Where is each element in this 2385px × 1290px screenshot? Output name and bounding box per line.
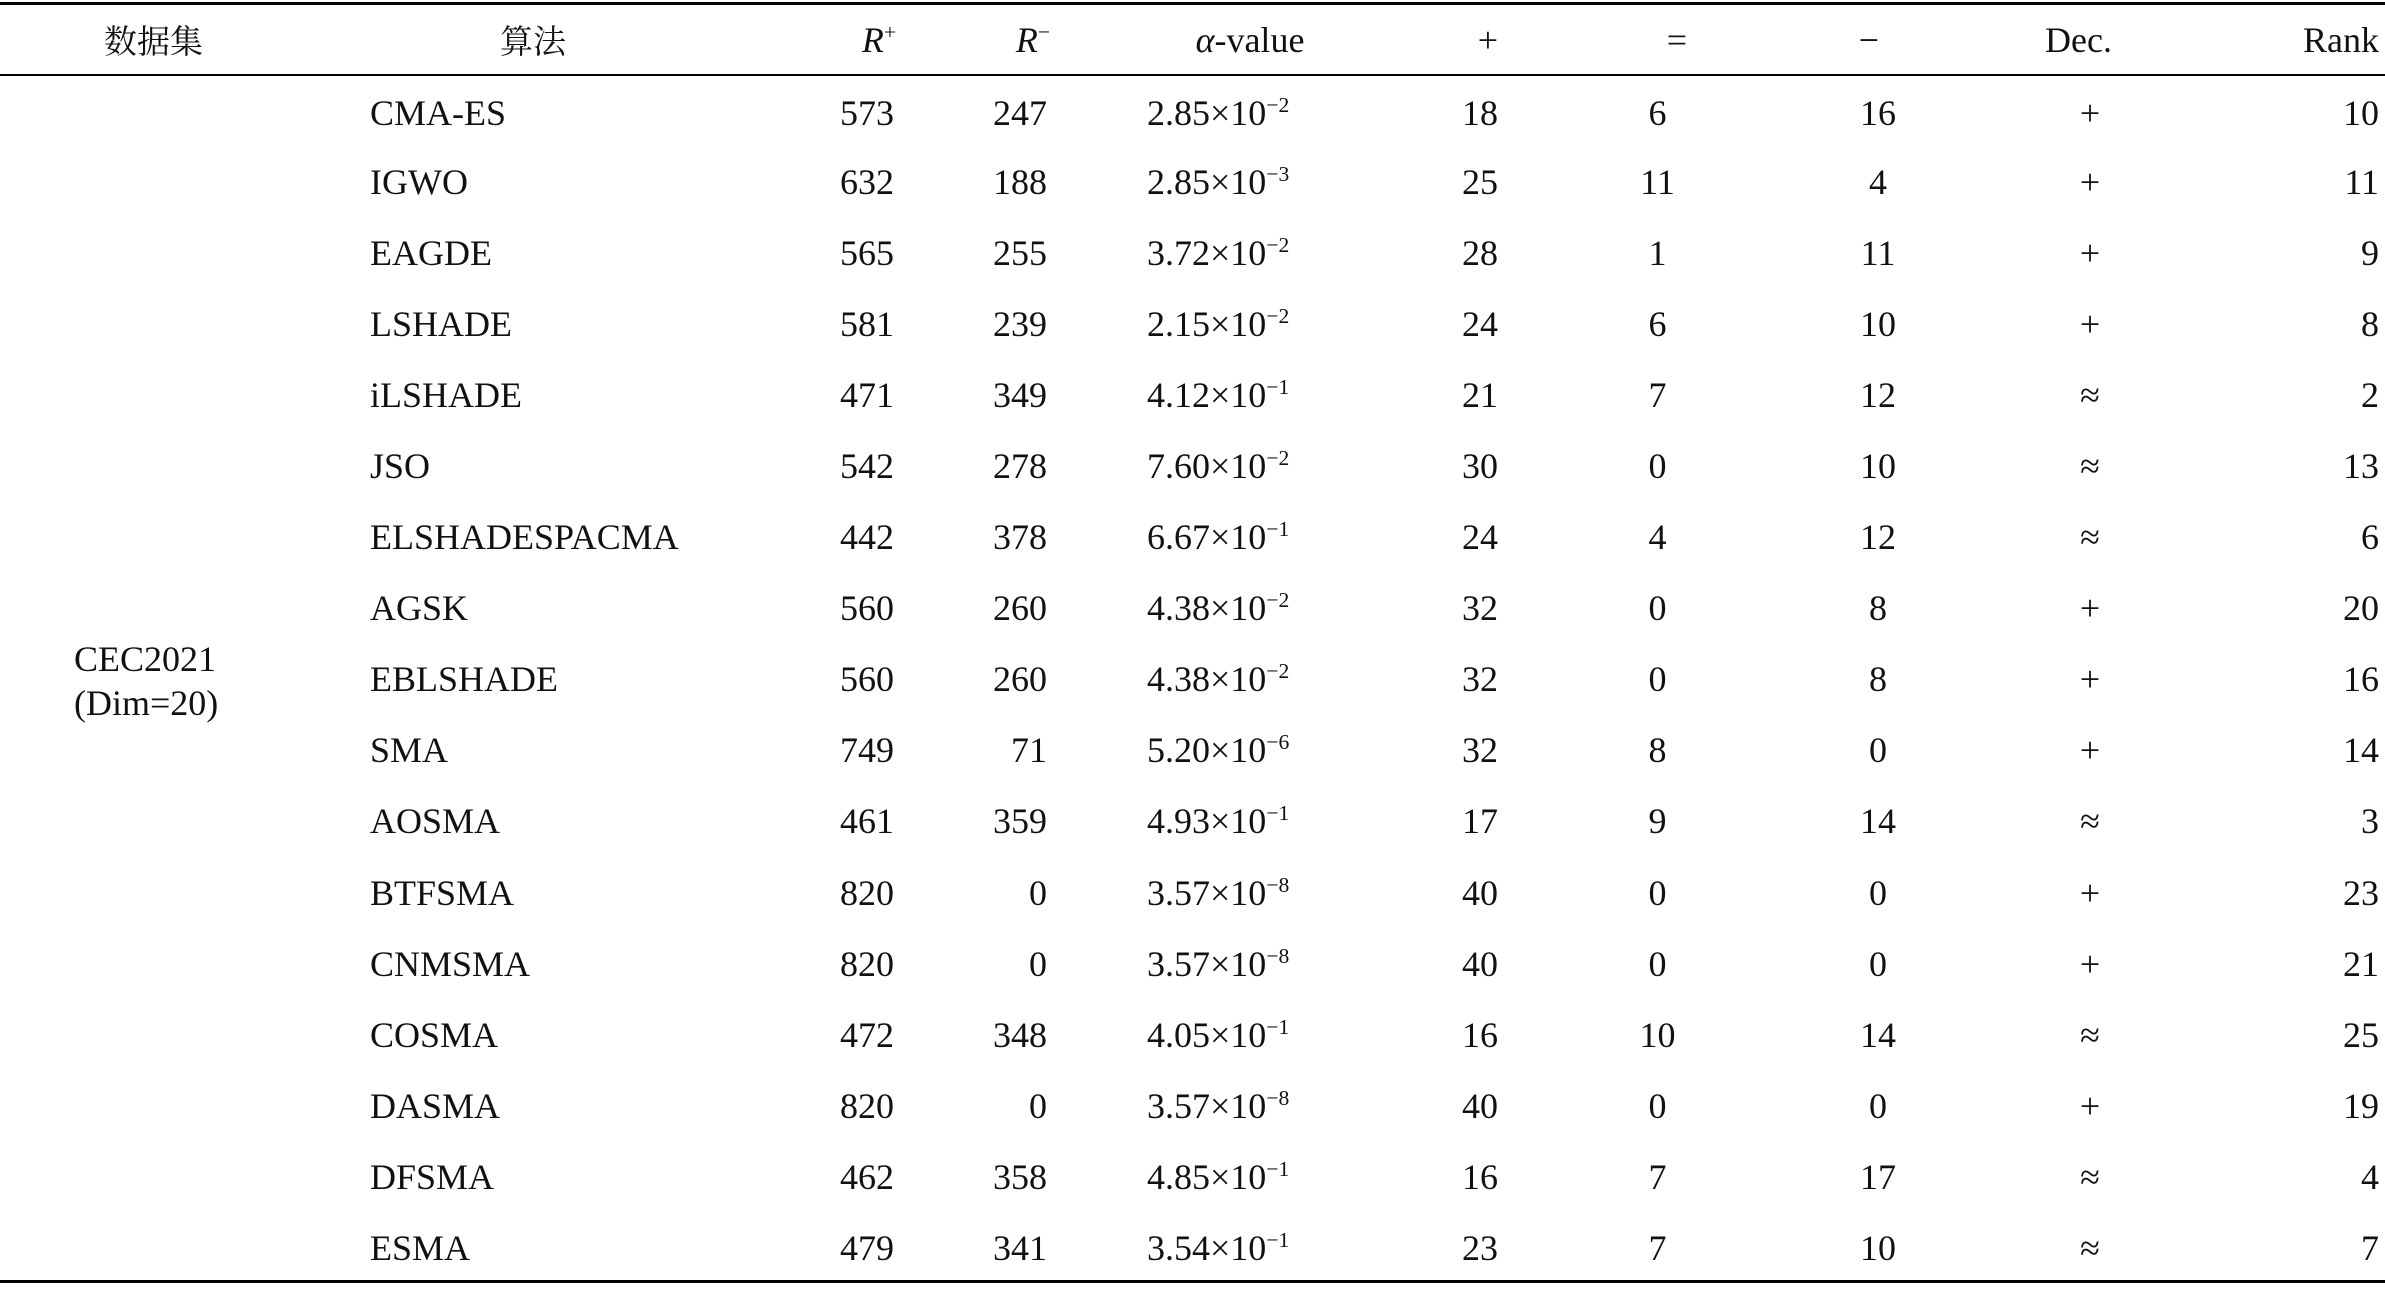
minus-count-cell: 12 <box>1860 517 1896 558</box>
r-plus-cell: 573 <box>840 92 894 133</box>
rank-cell: 21 <box>2343 943 2379 984</box>
algorithm-cell: CMA-ES <box>370 92 507 133</box>
alpha-value-cell <box>1120 502 1360 573</box>
minus-count-cell: 10 <box>1860 1228 1896 1269</box>
plus-count-cell: 28 <box>1462 232 1498 273</box>
equal-count-cell: 6 <box>1648 303 1667 344</box>
minus-count-cell: 8 <box>1869 588 1887 629</box>
header-equal: = <box>1666 19 1687 60</box>
minus-count-cell: 12 <box>1860 374 1896 415</box>
equal-count-cell: 8 <box>1648 730 1667 771</box>
r-minus-cell: 239 <box>993 303 1047 344</box>
minus-count-cell: 10 <box>1860 303 1896 344</box>
alpha-mantissa: 7.60×10 <box>1147 446 1267 487</box>
alpha-exponent: −2 <box>1266 588 1290 613</box>
rank-cell: 8 <box>2361 303 2379 344</box>
algorithm-cell: EBLSHADE <box>370 659 558 700</box>
alpha-mantissa: 2.85×10 <box>1147 161 1267 202</box>
algorithm-cell: ELSHADESPACMA <box>370 517 679 558</box>
alpha-mantissa: 3.57×10 <box>1147 943 1267 984</box>
algorithm-cell: AOSMA <box>370 801 501 842</box>
rank-cell: 20 <box>2343 588 2379 629</box>
table-row <box>0 715 2385 786</box>
dataset-cell <box>0 75 300 1284</box>
decision-cell: + <box>2079 588 2101 629</box>
plus-count-cell: 40 <box>1462 1085 1498 1126</box>
minus-count-cell: 0 <box>1869 872 1887 913</box>
equal-count-cell: 0 <box>1648 943 1667 984</box>
minus-count-cell: 16 <box>1860 92 1896 133</box>
rank-cell: 3 <box>2361 801 2379 842</box>
r-minus-cell: 260 <box>993 588 1047 629</box>
equal-count-cell: 0 <box>1648 1085 1667 1126</box>
algorithm-cell: DASMA <box>370 1085 501 1126</box>
alpha-value-cell <box>1120 1141 1360 1212</box>
rank-cell: 23 <box>2343 872 2379 913</box>
r-minus-cell: 247 <box>993 92 1047 133</box>
r-plus-cell: 749 <box>840 730 894 771</box>
algorithm-cell: EAGDE <box>370 232 492 273</box>
equal-count-cell: 7 <box>1648 374 1667 415</box>
rank-cell: 7 <box>2361 1228 2379 1269</box>
alpha-mantissa: 6.67×10 <box>1147 517 1267 558</box>
results-table <box>0 4 2385 1284</box>
r-plus-cell: 442 <box>840 517 894 558</box>
decision-cell: ≈ <box>2080 517 2100 558</box>
alpha-mantissa: 4.38×10 <box>1147 588 1267 629</box>
header-r-plus <box>760 4 920 75</box>
plus-count-cell: 40 <box>1462 943 1498 984</box>
alpha-value-cell <box>1120 786 1360 857</box>
alpha-value-cell <box>1120 146 1360 217</box>
alpha-mantissa: 4.93×10 <box>1147 801 1267 842</box>
alpha-mantissa: 3.54×10 <box>1147 1228 1267 1269</box>
plus-count-cell: 23 <box>1462 1228 1498 1269</box>
equal-count-cell: 9 <box>1648 801 1667 842</box>
minus-count-cell: 0 <box>1869 943 1887 984</box>
r-minus-cell: 278 <box>993 446 1047 487</box>
algorithm-cell: DFSMA <box>370 1156 495 1197</box>
alpha-exponent: −2 <box>1266 92 1290 117</box>
rank-cell: 9 <box>2361 232 2379 273</box>
rank-cell: 11 <box>2344 161 2379 202</box>
dataset-name: CEC2021 <box>74 639 217 680</box>
rank-cell: 4 <box>2361 1156 2379 1197</box>
plus-count-cell: 32 <box>1462 659 1498 700</box>
decision-cell: + <box>2079 872 2101 913</box>
r-minus-cell: 359 <box>993 801 1047 842</box>
minus-count-cell: 4 <box>1869 161 1887 202</box>
r-plus-cell: 820 <box>840 1085 894 1126</box>
alpha-mantissa: 3.72×10 <box>1147 232 1267 273</box>
table-row <box>0 999 2385 1070</box>
alpha-mantissa: 4.38×10 <box>1147 659 1267 700</box>
alpha-value-cell <box>1120 857 1360 928</box>
alpha-mantissa: 4.85×10 <box>1147 1156 1267 1197</box>
minus-count-cell: 8 <box>1869 659 1887 700</box>
decision-cell: + <box>2079 232 2101 273</box>
equal-count-cell: 10 <box>1639 1014 1676 1055</box>
alpha-exponent: −2 <box>1266 659 1290 684</box>
rank-cell: 19 <box>2343 1085 2379 1126</box>
alpha-exponent: −1 <box>1266 801 1290 826</box>
rank-cell: 25 <box>2343 1014 2379 1055</box>
equal-count-cell: 0 <box>1648 872 1667 913</box>
alpha-exponent: −1 <box>1266 1228 1290 1253</box>
alpha-exponent: −1 <box>1266 1156 1290 1181</box>
table-row <box>0 75 2385 146</box>
header-r-plus-sup: + <box>883 19 896 44</box>
header-row <box>0 4 2385 75</box>
r-plus-cell: 820 <box>840 872 894 913</box>
decision-cell: ≈ <box>2080 801 2100 842</box>
alpha-value-cell <box>1120 359 1360 430</box>
minus-count-cell: 14 <box>1860 801 1896 842</box>
header-r-minus-sup: − <box>1037 19 1050 44</box>
alpha-value-cell <box>1120 928 1360 999</box>
table-row <box>0 502 2385 573</box>
alpha-exponent: −1 <box>1266 1014 1290 1039</box>
alpha-value-cell <box>1120 1213 1360 1284</box>
plus-count-cell: 18 <box>1462 92 1498 133</box>
algorithm-cell: BTFSMA <box>370 872 515 913</box>
algorithm-cell: CNMSMA <box>370 943 531 984</box>
decision-cell: ≈ <box>2080 374 2100 415</box>
r-plus-cell: 479 <box>840 1228 894 1269</box>
equal-count-cell: 0 <box>1648 446 1667 487</box>
rank-cell: 13 <box>2343 446 2379 487</box>
plus-count-cell: 16 <box>1462 1014 1498 1055</box>
header-r-minus <box>920 4 1120 75</box>
alpha-mantissa: 5.20×10 <box>1147 730 1267 771</box>
table-row <box>0 217 2385 288</box>
minus-count-cell: 0 <box>1869 1085 1887 1126</box>
plus-count-cell: 24 <box>1462 517 1498 558</box>
header-rank: Rank <box>2303 19 2379 60</box>
decision-cell: + <box>2079 943 2101 984</box>
header-minus: − <box>1858 19 1879 60</box>
equal-count-cell: 11 <box>1640 161 1675 202</box>
algorithm-cell: LSHADE <box>370 303 512 344</box>
header-alpha-symbol: α <box>1195 19 1215 60</box>
decision-cell: ≈ <box>2080 1014 2100 1055</box>
r-plus-cell: 820 <box>840 943 894 984</box>
alpha-mantissa: 2.85×10 <box>1147 92 1267 133</box>
rank-cell: 16 <box>2343 659 2379 700</box>
algorithm-cell: JSO <box>370 446 431 487</box>
plus-count-cell: 32 <box>1462 588 1498 629</box>
minus-count-cell: 10 <box>1860 446 1896 487</box>
header-algorithm: 算法 <box>500 22 566 61</box>
decision-cell: + <box>2079 1085 2101 1126</box>
equal-count-cell: 1 <box>1648 232 1667 273</box>
r-plus-cell: 560 <box>840 659 894 700</box>
table-row <box>0 786 2385 857</box>
alpha-exponent: −8 <box>1266 872 1290 897</box>
alpha-exponent: −2 <box>1266 446 1290 471</box>
minus-count-cell: 14 <box>1860 1014 1896 1055</box>
equal-count-cell: 4 <box>1648 517 1667 558</box>
minus-count-cell: 0 <box>1869 730 1887 771</box>
r-plus-cell: 461 <box>840 801 894 842</box>
header-r-plus-letter: R <box>861 19 884 60</box>
r-minus-cell: 349 <box>993 374 1047 415</box>
rank-cell: 2 <box>2361 374 2379 415</box>
table-row <box>0 146 2385 217</box>
r-minus-cell: 0 <box>1029 1085 1047 1126</box>
r-plus-cell: 632 <box>840 161 894 202</box>
decision-cell: + <box>2079 659 2101 700</box>
equal-count-cell: 0 <box>1648 588 1667 629</box>
table-row <box>0 928 2385 999</box>
decision-cell: + <box>2079 92 2101 133</box>
alpha-value-cell <box>1120 999 1360 1070</box>
plus-count-cell: 16 <box>1462 1156 1498 1197</box>
equal-count-cell: 7 <box>1648 1228 1667 1269</box>
rank-cell: 6 <box>2361 517 2379 558</box>
r-minus-cell: 378 <box>993 517 1047 558</box>
plus-count-cell: 40 <box>1462 872 1498 913</box>
alpha-mantissa: 3.57×10 <box>1147 872 1267 913</box>
header-alpha-suffix: -value <box>1214 19 1305 60</box>
plus-count-cell: 30 <box>1462 446 1498 487</box>
header-alpha-value <box>1120 4 1360 75</box>
algorithm-cell: iLSHADE <box>370 374 522 415</box>
alpha-mantissa: 2.15×10 <box>1147 303 1267 344</box>
alpha-value-cell <box>1120 75 1360 146</box>
equal-count-cell: 0 <box>1648 659 1667 700</box>
alpha-value-cell <box>1120 430 1360 501</box>
table-row <box>0 644 2385 715</box>
table-row <box>0 359 2385 430</box>
r-plus-cell: 565 <box>840 232 894 273</box>
r-minus-cell: 348 <box>993 1014 1047 1055</box>
r-minus-cell: 260 <box>993 659 1047 700</box>
table-body <box>0 75 2385 1284</box>
r-minus-cell: 188 <box>993 161 1047 202</box>
decision-cell: + <box>2079 303 2101 344</box>
plus-count-cell: 24 <box>1462 303 1498 344</box>
r-minus-cell: 341 <box>993 1228 1047 1269</box>
header-dec: Dec. <box>2045 19 2112 60</box>
alpha-exponent: −1 <box>1266 517 1290 542</box>
r-minus-cell: 358 <box>993 1156 1047 1197</box>
decision-cell: + <box>2079 161 2101 202</box>
alpha-exponent: −1 <box>1266 374 1290 399</box>
rank-cell: 10 <box>2343 92 2379 133</box>
plus-count-cell: 25 <box>1462 161 1498 202</box>
alpha-exponent: −8 <box>1266 943 1290 968</box>
algorithm-cell: SMA <box>370 730 449 771</box>
equal-count-cell: 6 <box>1648 92 1667 133</box>
alpha-exponent: −2 <box>1266 232 1290 257</box>
rank-cell: 14 <box>2343 730 2379 771</box>
table-row <box>0 1070 2385 1141</box>
alpha-exponent: −2 <box>1266 303 1290 328</box>
alpha-value-cell <box>1120 573 1360 644</box>
plus-count-cell: 21 <box>1462 374 1498 415</box>
decision-cell: ≈ <box>2080 446 2100 487</box>
r-minus-cell: 0 <box>1029 872 1047 913</box>
minus-count-cell: 11 <box>1860 232 1896 273</box>
alpha-value-cell <box>1120 715 1360 786</box>
table-row <box>0 430 2385 501</box>
table-row <box>0 573 2385 644</box>
table-row <box>0 857 2385 928</box>
decision-cell: ≈ <box>2080 1156 2100 1197</box>
minus-count-cell: 17 <box>1860 1156 1896 1197</box>
alpha-value-cell <box>1120 644 1360 715</box>
alpha-exponent: −3 <box>1266 161 1290 186</box>
r-minus-cell: 0 <box>1029 943 1047 984</box>
r-plus-cell: 462 <box>840 1156 894 1197</box>
table-row <box>0 288 2385 359</box>
algorithm-cell: COSMA <box>370 1014 499 1055</box>
equal-count-cell: 7 <box>1648 1156 1667 1197</box>
plus-count-cell: 17 <box>1462 801 1498 842</box>
alpha-value-cell <box>1120 217 1360 288</box>
r-plus-cell: 560 <box>840 588 894 629</box>
header-dataset: 数据集 <box>104 22 203 61</box>
alpha-value-cell <box>1120 288 1360 359</box>
alpha-value-cell <box>1120 1070 1360 1141</box>
alpha-mantissa: 4.05×10 <box>1147 1014 1267 1055</box>
r-plus-cell: 542 <box>840 446 894 487</box>
decision-cell: + <box>2079 730 2101 771</box>
r-minus-cell: 71 <box>1011 730 1047 771</box>
algorithm-cell: AGSK <box>370 588 469 629</box>
table-row <box>0 1213 2385 1284</box>
alpha-exponent: −6 <box>1266 730 1290 755</box>
algorithm-cell: IGWO <box>370 161 468 202</box>
alpha-exponent: −8 <box>1266 1085 1290 1110</box>
dataset-dimension: (Dim=20) <box>74 683 219 724</box>
alpha-mantissa: 4.12×10 <box>1147 374 1267 415</box>
header-plus: + <box>1477 19 1498 60</box>
r-plus-cell: 581 <box>840 303 894 344</box>
table-row <box>0 1141 2385 1212</box>
r-plus-cell: 472 <box>840 1014 894 1055</box>
decision-cell: ≈ <box>2080 1228 2100 1269</box>
algorithm-cell: ESMA <box>370 1228 471 1269</box>
alpha-mantissa: 3.57×10 <box>1147 1085 1267 1126</box>
r-plus-cell: 471 <box>840 374 894 415</box>
plus-count-cell: 32 <box>1462 730 1498 771</box>
header-r-minus-letter: R <box>1015 19 1038 60</box>
r-minus-cell: 255 <box>993 232 1047 273</box>
